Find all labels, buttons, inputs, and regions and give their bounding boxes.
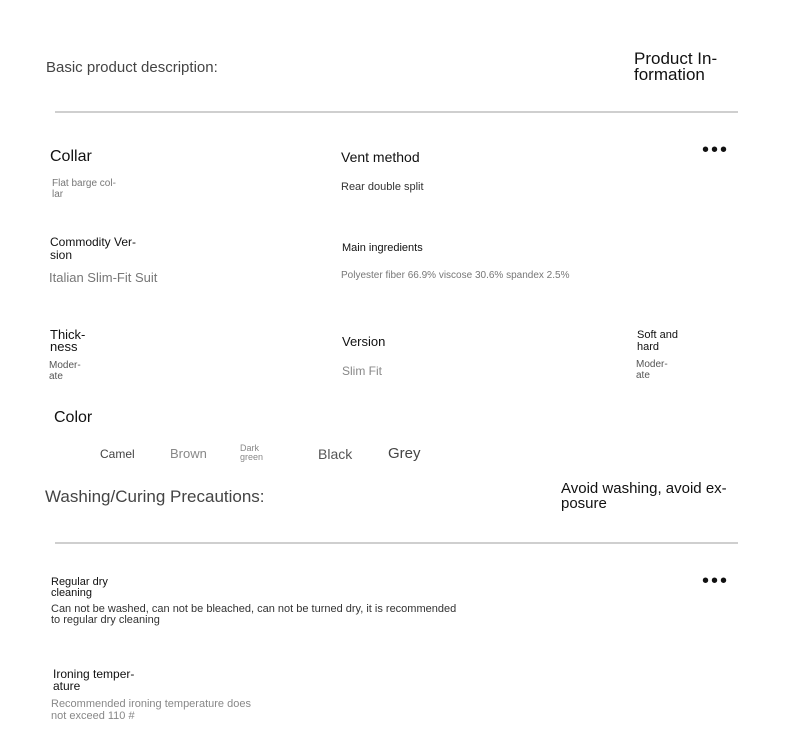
soft-hard-value-line1: Moder- xyxy=(636,359,668,370)
main-ingredients-label: Main ingredients xyxy=(342,242,423,254)
soft-hard-value xyxy=(636,359,668,381)
version-label: Version xyxy=(342,334,386,349)
basic-description-title: Basic product description: xyxy=(46,59,218,76)
dry-cleaning-label-line1: Regular dry xyxy=(51,576,108,588)
thickness-label-line2: ness xyxy=(50,339,78,354)
collar-value-line2: lar xyxy=(52,189,64,200)
commodity-version-label xyxy=(50,236,136,262)
divider xyxy=(55,542,738,544)
dry-cleaning-text-line1: Can not be washed, can not be bleached, can not be turned dry, it is recommended xyxy=(51,603,457,615)
dry-cleaning-text xyxy=(51,604,456,626)
color-option-dark-green-line2: green xyxy=(240,452,264,462)
color-option-dark-green-line1: Dark xyxy=(240,443,260,453)
color-option-brown[interactable]: Brown xyxy=(170,446,207,461)
washing-precautions-title: Washing/Curing Precautions: xyxy=(45,487,265,506)
product-information-title xyxy=(634,51,717,83)
collar-label: Collar xyxy=(50,148,92,165)
more-horizontal-icon[interactable]: ••• xyxy=(702,139,730,161)
thickness-value xyxy=(49,360,81,382)
commodity-version-label-line2: sion xyxy=(50,248,73,262)
thickness-value-line1: Moder- xyxy=(49,360,81,371)
vent-method-label: Vent method xyxy=(341,149,420,165)
color-option-dark-green[interactable] xyxy=(240,444,263,462)
ironing-temperature-label-line2: ature xyxy=(53,679,81,693)
vent-method-value: Rear double split xyxy=(341,181,424,193)
avoid-washing-title-line1: Avoid washing, avoid ex- xyxy=(561,480,727,497)
color-option-camel[interactable]: Camel xyxy=(100,447,135,461)
product-information-title-line1: Product In- xyxy=(634,49,718,68)
soft-hard-label xyxy=(637,329,678,353)
color-option-grey[interactable]: Grey xyxy=(388,445,421,462)
dry-cleaning-label-line2: cleaning xyxy=(51,587,92,599)
more-horizontal-icon[interactable]: ••• xyxy=(702,570,730,592)
thickness-value-line2: ate xyxy=(49,371,63,382)
color-option-black[interactable]: Black xyxy=(318,446,353,462)
soft-hard-label-line2: hard xyxy=(637,341,660,353)
avoid-washing-title-line2: posure xyxy=(561,495,607,512)
dry-cleaning-text-line2: to regular dry cleaning xyxy=(51,614,160,626)
thickness-label-line1: Thick- xyxy=(50,327,86,342)
soft-hard-label-line1: Soft and xyxy=(637,329,678,341)
dry-cleaning-label xyxy=(51,577,108,599)
divider xyxy=(55,111,738,113)
product-information-title-line2: formation xyxy=(634,65,705,84)
ironing-temperature-text xyxy=(51,698,251,722)
ironing-temperature-text-line1: Recommended ironing temperature does xyxy=(51,698,251,710)
ironing-temperature-label-line1: Ironing temper- xyxy=(53,667,135,681)
color-label: Color xyxy=(54,409,93,426)
commodity-version-label-line1: Commodity Ver- xyxy=(50,235,137,249)
ironing-temperature-label xyxy=(53,668,134,692)
version-value: Slim Fit xyxy=(342,364,382,378)
collar-value xyxy=(52,178,116,200)
thickness-label xyxy=(50,329,85,353)
main-ingredients-value: Polyester fiber 66.9% viscose 30.6% spandex 2.5% xyxy=(341,270,570,281)
ironing-temperature-text-line2: not exceed 110 # xyxy=(51,710,135,722)
avoid-washing-title xyxy=(561,481,727,511)
commodity-version-value: Italian Slim-Fit Suit xyxy=(49,270,158,285)
soft-hard-value-line2: ate xyxy=(636,370,650,381)
collar-value-line1: Flat barge col- xyxy=(52,178,116,189)
